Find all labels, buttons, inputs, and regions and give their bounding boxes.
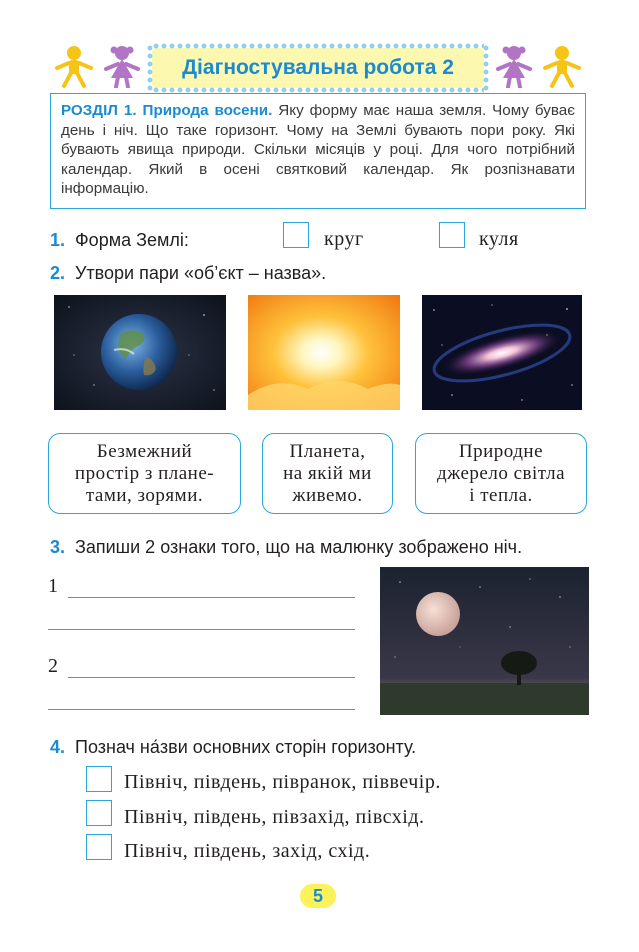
task-text: Запиши 2 ознаки того, що на малюнку зображено ніч. bbox=[75, 537, 523, 557]
answer-line[interactable] bbox=[48, 629, 355, 630]
option-checkbox-2[interactable] bbox=[86, 800, 112, 826]
option-label-krug: круг bbox=[324, 228, 364, 250]
page-title-text: Діагностувальна робота 2 bbox=[182, 56, 454, 79]
card-line: Безмежний bbox=[96, 440, 193, 462]
answer-line[interactable] bbox=[48, 709, 355, 710]
earth-photo bbox=[54, 295, 226, 410]
option-label-3: Північ, південь, захід, схід. bbox=[124, 840, 371, 862]
sun-photo bbox=[248, 295, 400, 410]
card-line: живемо. bbox=[292, 484, 363, 506]
card-line: і тепла. bbox=[469, 484, 533, 506]
option-label-2: Північ, південь, півзахід, півсхід. bbox=[124, 806, 425, 828]
task-text: Утвори пари «об’єкт – назва». bbox=[75, 263, 327, 283]
task-text: Познач на́зви основних сторін горизонту. bbox=[75, 737, 417, 757]
task-number: 3. bbox=[50, 537, 66, 557]
answer-line-number: 1 bbox=[48, 575, 58, 597]
task-3-header bbox=[50, 537, 610, 561]
section-intro-box bbox=[50, 93, 586, 209]
girl-figure-icon bbox=[100, 44, 144, 88]
card-line: простір з плане- bbox=[74, 462, 215, 484]
girl-figure-icon bbox=[492, 44, 536, 88]
answer-line[interactable] bbox=[68, 597, 355, 598]
card-line: Планета, bbox=[289, 440, 366, 462]
answer-line-number: 2 bbox=[48, 655, 58, 677]
option-checkbox-3[interactable] bbox=[86, 834, 112, 860]
boy-figure-icon bbox=[52, 44, 96, 88]
option-checkbox-krug[interactable] bbox=[283, 222, 309, 248]
task-4-header bbox=[50, 737, 590, 761]
option-checkbox-kulia[interactable] bbox=[439, 222, 465, 248]
galaxy-photo bbox=[422, 295, 582, 410]
task-number: 2. bbox=[50, 263, 66, 283]
card-line: джерело світла bbox=[436, 462, 566, 484]
task-number: 4. bbox=[50, 737, 66, 757]
task-1 bbox=[50, 226, 590, 256]
boy-figure-icon bbox=[540, 44, 584, 88]
card-line: на якій ми bbox=[283, 462, 372, 484]
page-number: 5 bbox=[300, 884, 336, 908]
option-label-1: Північ, південь, півранок, піввечір. bbox=[124, 771, 441, 793]
option-checkbox-1[interactable] bbox=[86, 766, 112, 792]
page-title bbox=[152, 48, 484, 88]
task-text: Форма Землі: bbox=[75, 230, 189, 250]
definition-card bbox=[48, 433, 241, 514]
section-heading: РОЗДІЛ 1. Природа восени. bbox=[61, 102, 273, 119]
section-description: Яку форму має наша земля. Чому буває день і ніч. Що таке горизонт. Чому на Землі бувають пори року. Які бувають явища природи. Скільки місяців у році. Для чого потрібний календар. Який в осені святковий календар. Як розпізнавати інформацію. bbox=[61, 102, 575, 197]
night-photo bbox=[380, 567, 589, 715]
definition-card bbox=[262, 433, 393, 514]
definition-card bbox=[415, 433, 587, 514]
answer-line[interactable] bbox=[68, 677, 355, 678]
option-label-kulia: куля bbox=[479, 228, 519, 250]
card-line: тами, зорями. bbox=[85, 484, 204, 506]
task-number: 1. bbox=[50, 230, 66, 250]
task-2-header bbox=[50, 263, 590, 287]
card-line: Природне bbox=[458, 440, 544, 462]
